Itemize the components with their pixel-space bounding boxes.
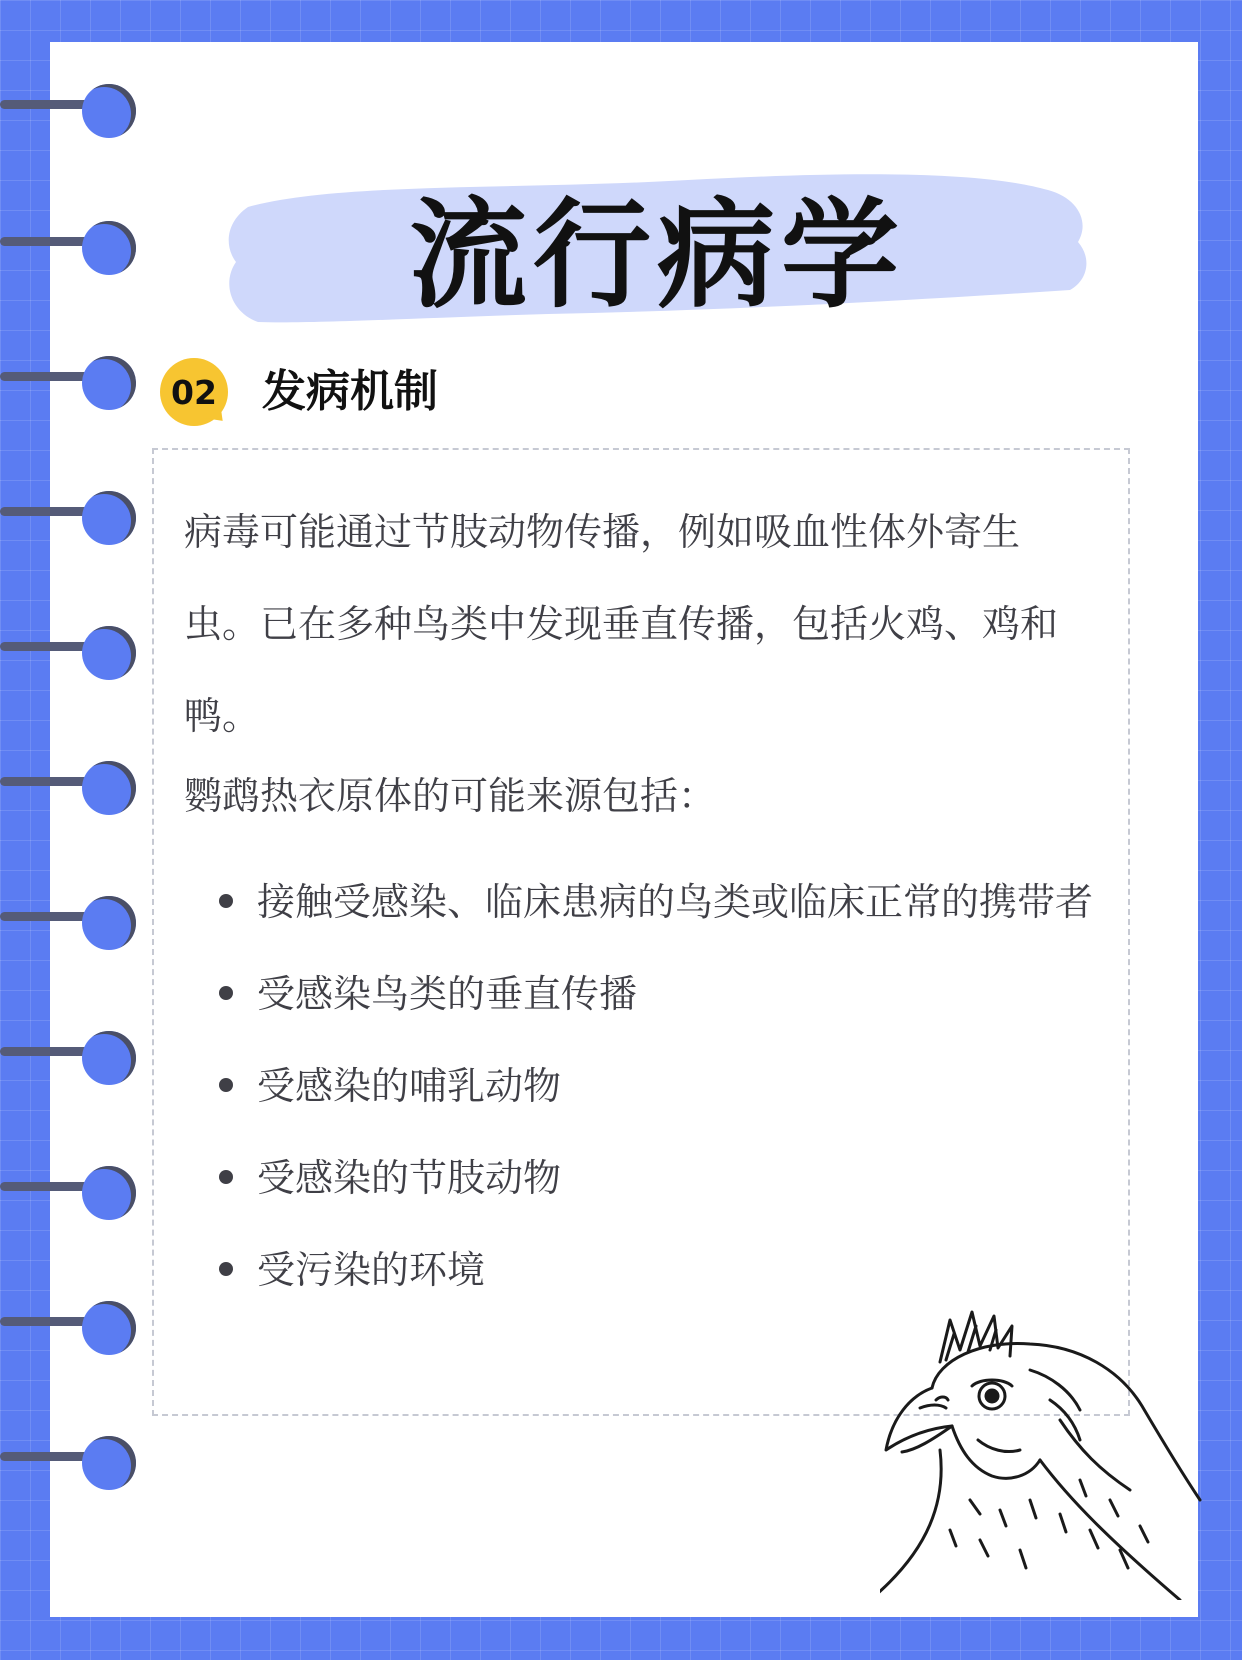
ring-binder <box>0 1031 138 1089</box>
ring-binder <box>0 491 138 549</box>
ring-binder <box>0 356 138 414</box>
list-item: 受感染的节肢动物 <box>215 1132 1095 1224</box>
list-item: 受感染鸟类的垂直传播 <box>215 948 1095 1040</box>
sources-intro: 鹦鹉热衣原体的可能来源包括： <box>184 774 717 818</box>
list-item: 受感染的哺乳动物 <box>215 1040 1095 1132</box>
sources-list <box>215 856 1095 1316</box>
section-number: 02 <box>171 372 217 412</box>
ring-binder <box>0 84 138 142</box>
ring-binder <box>0 1301 138 1359</box>
page-title: 流行病学 <box>408 186 905 324</box>
ring-binder <box>0 761 138 819</box>
list-item: 受污染的环境 <box>215 1224 1095 1316</box>
section-number-badge <box>160 358 228 426</box>
ring-binder <box>0 626 138 684</box>
list-item: 接触受感染、临床患病的鸟类或临床正常的携带者 <box>215 856 1095 948</box>
ring-binder <box>0 896 138 954</box>
section-heading: 发病机制 <box>262 366 438 417</box>
ring-binder <box>0 1436 138 1494</box>
ring-binder <box>0 221 138 279</box>
ring-binder <box>0 1166 138 1224</box>
rooster-head-icon <box>880 1300 1210 1600</box>
intro-paragraph: 病毒可能通过节肢动物传播，例如吸血性体外寄生虫。已在多种鸟类中发现垂直传播，包括火鸡、鸡和鸭。 <box>184 510 1059 738</box>
